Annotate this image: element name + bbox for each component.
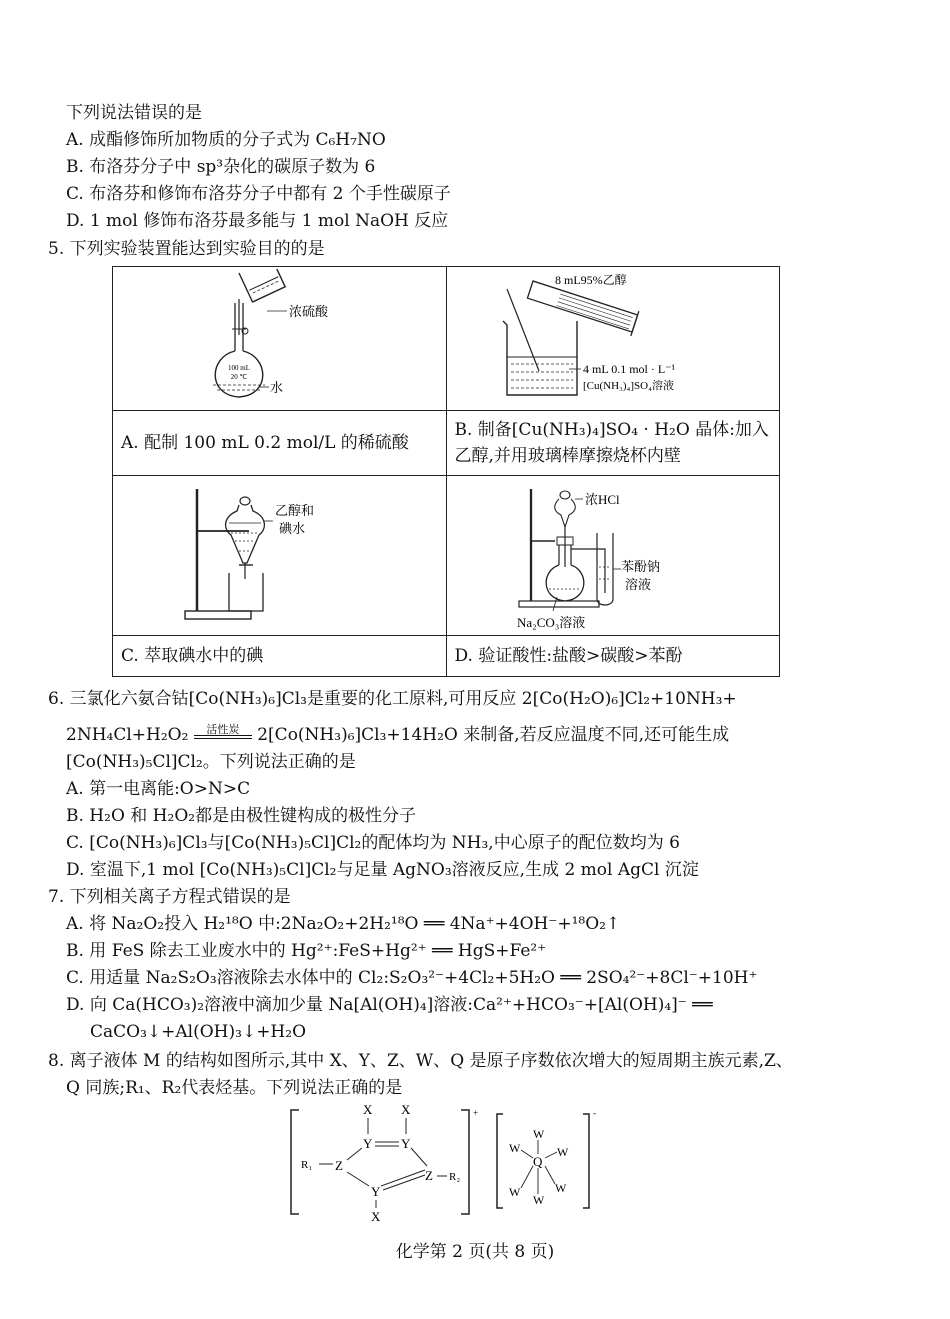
caption-a: A. 配制 100 mL 0.2 mol/L 的稀硫酸 <box>113 411 447 476</box>
q7-stem: 7. 下列相关离子方程式错误的是 <box>48 887 291 907</box>
q7-option-c: C. 用适量 Na₂S₂O₃溶液除去水体中的 Cl₂:S₂O₃²⁻+4Cl₂+5H₂O ══ 2SO₄²⁻+8Cl⁻+10H⁺ <box>66 968 758 988</box>
atom-w1: W <box>533 1127 545 1141</box>
q6-products: 2[Co(NH₃)₆]Cl₃+14H₂O 来制备,若反应温度不同,还可能生成 <box>257 725 730 745</box>
reaction-arrow <box>194 722 252 739</box>
atom-z1: Z <box>335 1158 343 1173</box>
atom-w4: W <box>509 1185 521 1199</box>
cell-c-figure <box>113 476 447 636</box>
q6-line-3: [Co(NH₃)₅Cl]Cl₂。下列说法正确的是 <box>66 752 356 772</box>
q4-option-b: B. 布洛芬分子中 sp³杂化的碳原子数为 6 <box>66 157 376 177</box>
r2-group: R₂ <box>449 1171 461 1183</box>
page-footer: 化学第 2 页(共 8 页) <box>395 1242 555 1262</box>
q7-option-a: A. 将 Na₂O₂投入 H₂¹⁸O 中:2Na₂O₂+2H₂¹⁸O ══ 4Na⁺+4OH⁻+¹⁸O₂↑ <box>66 914 621 934</box>
cell-b-figure <box>446 267 780 411</box>
catalyst-label: 活性炭 <box>206 722 240 736</box>
crystallization-figure <box>493 269 733 409</box>
ethanol-iodine-label-2: 碘水 <box>279 520 306 536</box>
atom-y1: Y <box>363 1136 373 1151</box>
q4-stem: 下列说法错误的是 <box>66 103 202 123</box>
atom-y2: Y <box>401 1136 411 1151</box>
q4-option-a: A. 成酯修饰所加物质的分子式为 C₆H₇NO <box>66 130 386 150</box>
atom-q: Q <box>533 1154 543 1169</box>
caption-d: D. 验证酸性:盐酸>碳酸>苯酚 <box>446 636 780 677</box>
cation-charge: + <box>473 1108 479 1118</box>
q7-option-d-cont: CaCO₃↓+Al(OH)₃↓+H₂O <box>90 1022 307 1042</box>
conc-hcl-label: 浓HCl <box>584 491 620 507</box>
q6-option-d: D. 室温下,1 mol [Co(NH₃)₅Cl]Cl₂与足量 AgNO₃溶液反应,生成 2 mol AgCl 沉淀 <box>66 860 699 880</box>
atom-w3: W <box>557 1145 569 1159</box>
separatory-funnel-figure <box>179 481 379 631</box>
q6-option-a: A. 第一电离能:O>N>C <box>66 779 251 799</box>
flask-temp-label: 20 ℃ <box>230 372 248 381</box>
atom-y3: Y <box>371 1184 381 1199</box>
ethanol-iodine-label-1: 乙醇和 <box>275 502 315 518</box>
anion-charge: - <box>593 1108 596 1118</box>
q8-line-1: 8. 离子液体 M 的结构如图所示,其中 X、Y、Z、W、Q 是原子序数依次增大的短周期主族元素,Z、 <box>48 1051 793 1071</box>
sodium-phenolate-label-2: 溶液 <box>624 576 651 592</box>
atom-z2: Z <box>425 1168 433 1183</box>
q6-line-1: 6. 三氯化六氨合钴[Co(NH₃)₆]Cl₃是重要的化工原料,可用反应 2[Co(H₂O)₆]Cl₂+10NH₃+ <box>48 689 737 709</box>
atom-x3: X <box>371 1209 381 1224</box>
sodium-carbonate-label: Na₂CO₃溶液 <box>516 614 586 630</box>
atom-w6: W <box>533 1193 545 1207</box>
ionic-liquid-structure <box>285 1100 605 1224</box>
q7-option-b: B. 用 FeS 除去工业废水中的 Hg²⁺:FeS+Hg²⁺ ══ HgS+Fe²⁺ <box>66 941 547 961</box>
q7-option-d: D. 向 Ca(HCO₃)₂溶液中滴加少量 Na[Al(OH)₄]溶液:Ca²⁺+HCO₃⁻+[Al(OH)₄]⁻ ══ <box>66 995 713 1015</box>
atom-w5: W <box>555 1181 567 1195</box>
conc-sulfuric-acid-label: 浓硫酸 <box>289 303 329 319</box>
q4-option-c: C. 布洛芬和修饰布洛芬分子中都有 2 个手性碳原子 <box>66 184 451 204</box>
q4-option-d: D. 1 mol 修饰布洛芬最多能与 1 mol NaOH 反应 <box>66 211 449 231</box>
solution-name-label: [Cu(NH₃)₄]SO₄溶液 <box>582 379 674 392</box>
q8-line-2: Q 同族;R₁、R₂代表烃基。下列说法正确的是 <box>66 1078 403 1098</box>
atom-x1: X <box>363 1102 373 1117</box>
q5-stem: 5. 下列实验装置能达到实验目的的是 <box>48 239 325 259</box>
sodium-phenolate-label-1: 苯酚钠 <box>620 558 660 574</box>
experiment-table <box>112 266 780 677</box>
q6-reactants: 2NH₄Cl+H₂O₂ <box>66 725 189 745</box>
acidity-apparatus-figure <box>513 481 713 631</box>
caption-b: B. 制备[Cu(NH₃)₄]SO₄ · H₂O 晶体:加入乙醇,并用玻璃棒摩擦烧杯内壁 <box>446 411 780 476</box>
ethanol-label: 8 mL95%乙醇 <box>554 272 627 287</box>
volumetric-flask-figure <box>179 269 379 409</box>
r1-group: R₁ <box>301 1159 313 1171</box>
flask-volume-label: 100 mL <box>228 363 251 372</box>
cell-a-figure <box>113 267 447 411</box>
caption-c: C. 萃取碘水中的碘 <box>113 636 447 677</box>
cell-d-figure <box>446 476 780 636</box>
atom-w2: W <box>509 1141 521 1155</box>
solution-conc-label: 4 mL 0.1 mol · L⁻¹ <box>582 361 675 376</box>
water-label: 水 <box>270 379 284 395</box>
q6-line-2 <box>66 724 729 746</box>
atom-x2: X <box>401 1102 411 1117</box>
q6-option-b: B. H₂O 和 H₂O₂都是由极性键构成的极性分子 <box>66 806 417 826</box>
q6-option-c: C. [Co(NH₃)₆]Cl₃与[Co(NH₃)₅Cl]Cl₂的配体均为 NH₃,中心原子的配位数均为 6 <box>66 833 680 853</box>
